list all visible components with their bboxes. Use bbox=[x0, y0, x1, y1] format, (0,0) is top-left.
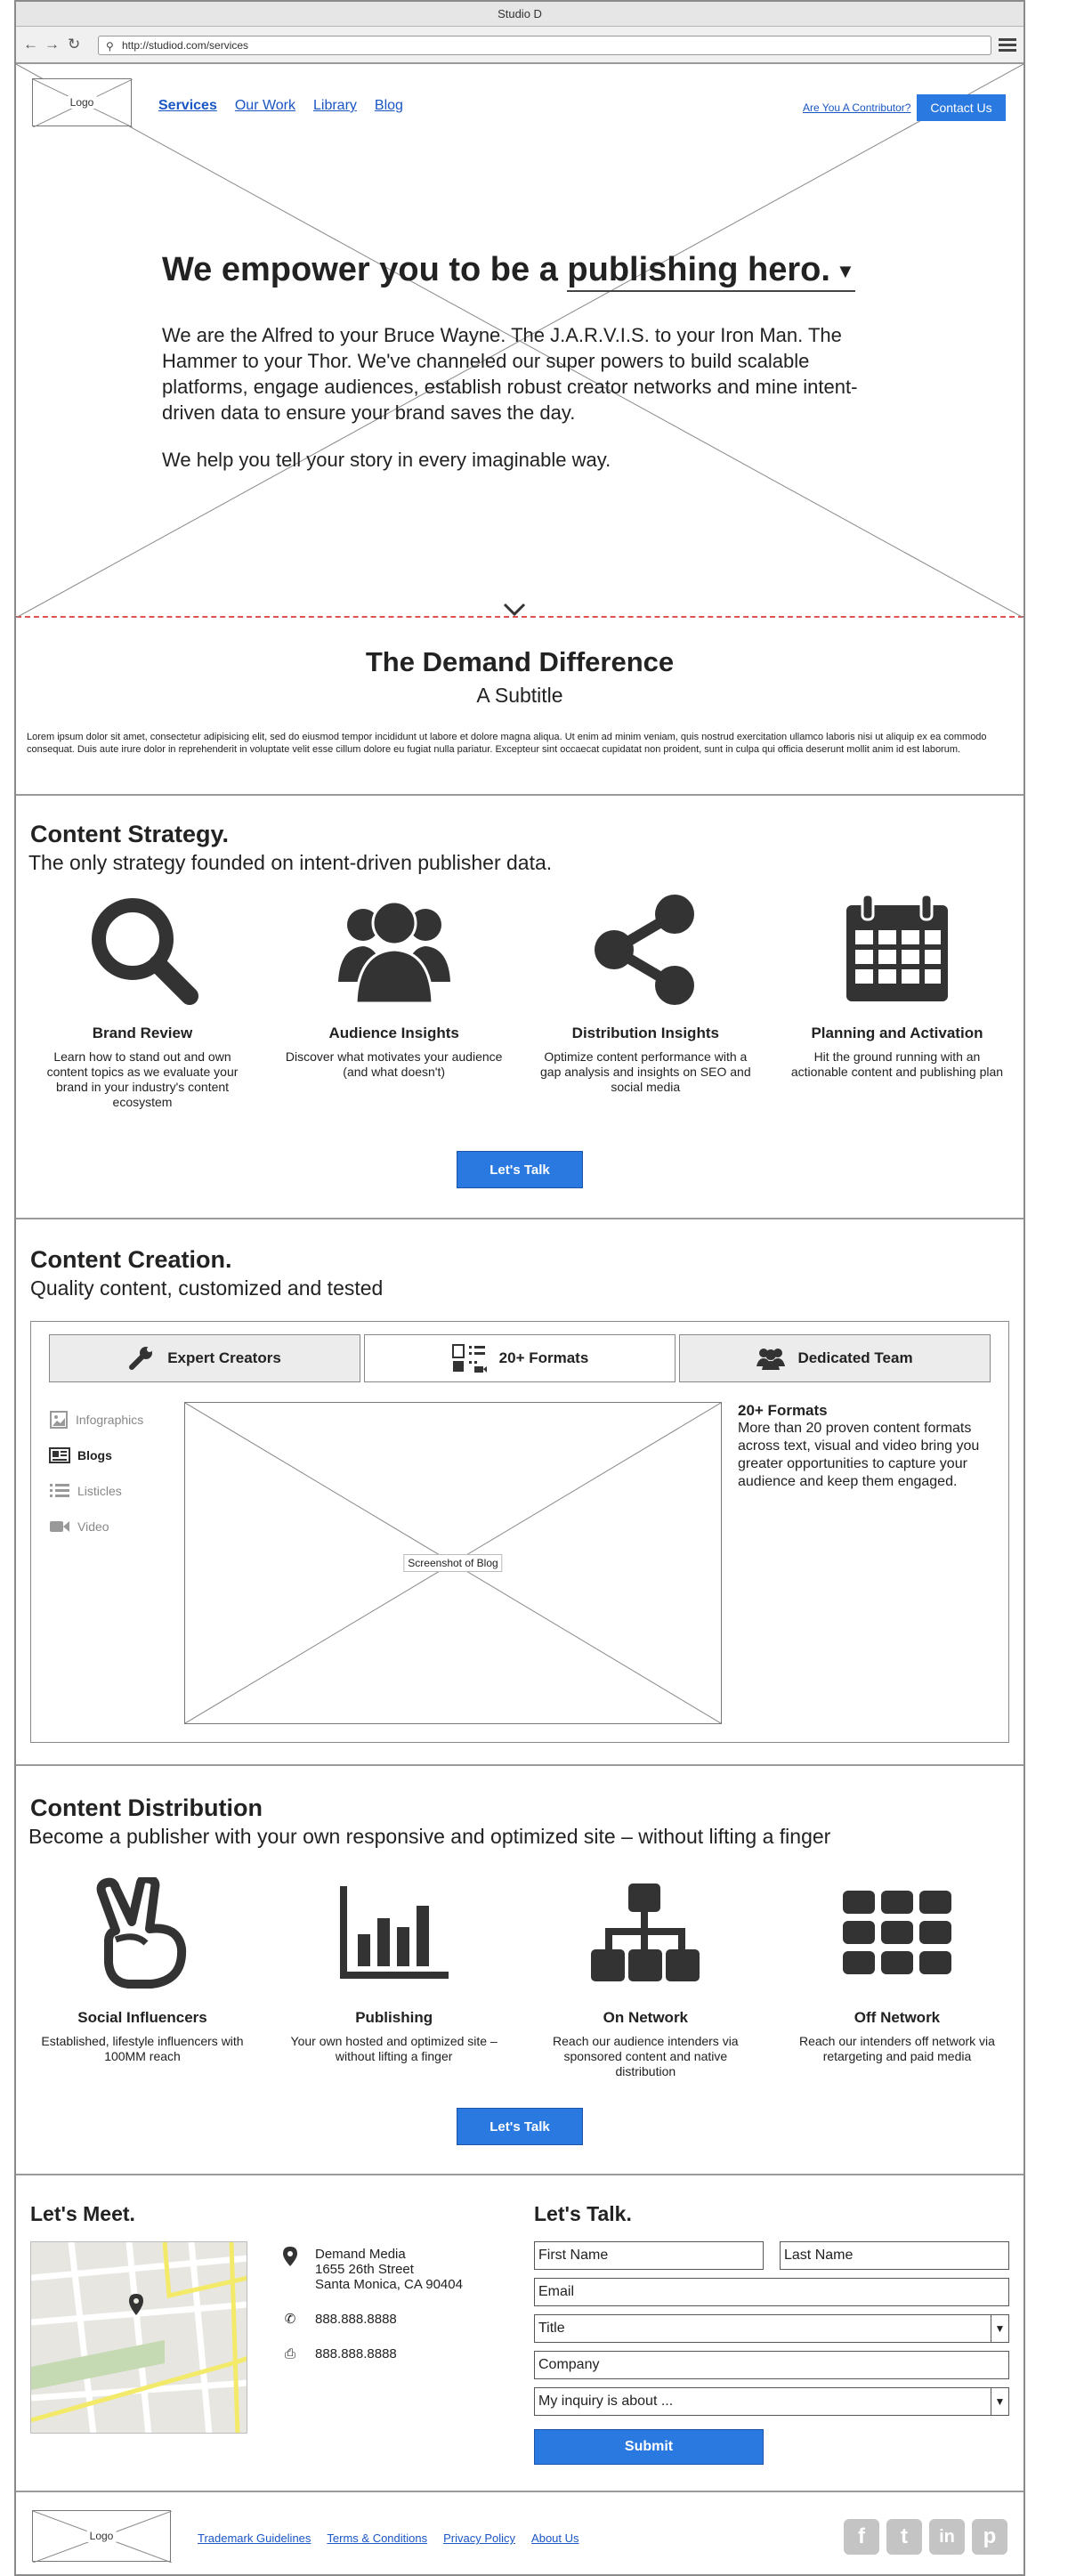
strategy-item: Brand Review Learn how to stand out and own content topics as we evaluate your brand in your industry's content ecosystem bbox=[28, 893, 256, 1110]
phone-icon: ✆ bbox=[284, 2312, 296, 2327]
lets-talk-button[interactable]: Let's Talk bbox=[457, 1151, 583, 1188]
nav-our-work[interactable]: Our Work bbox=[234, 98, 295, 113]
location-map[interactable] bbox=[30, 2241, 247, 2434]
format-video[interactable]: Video bbox=[49, 1509, 143, 1544]
submit-button[interactable]: Submit bbox=[534, 2429, 764, 2465]
share-icon bbox=[531, 893, 759, 1005]
blog-screenshot-placeholder bbox=[184, 1402, 722, 1724]
sitemap-icon bbox=[531, 1877, 759, 1989]
window-title: Studio D bbox=[16, 2, 1024, 27]
distribution-item: Publishing Your own hosted and optimized site – without lifting a finger bbox=[280, 1877, 508, 2079]
footer bbox=[16, 2491, 1024, 2576]
reload-icon[interactable]: ↻ bbox=[68, 36, 81, 53]
fax-icon: ⎙ bbox=[284, 2346, 295, 2361]
distribution-item: Social Influencers Established, lifestyle influencers with 100MM reach bbox=[28, 1877, 256, 2079]
linkedin-icon[interactable]: in bbox=[929, 2519, 965, 2555]
format-infographics[interactable]: Infographics bbox=[49, 1402, 143, 1438]
pinterest-icon[interactable]: p bbox=[972, 2519, 1007, 2555]
contact-section bbox=[16, 2175, 1024, 2491]
contact-form bbox=[534, 2241, 1009, 2465]
search-icon: ⚲ bbox=[106, 40, 114, 53]
contact-info bbox=[281, 2247, 463, 2381]
strategy-item: Audience Insights Discover what motivates your audience (and what doesn't) bbox=[280, 893, 508, 1110]
bar-chart-icon bbox=[280, 1877, 508, 1989]
creation-title: Content Creation. bbox=[30, 1246, 232, 1273]
footer-link-privacy[interactable]: Privacy Policy bbox=[443, 2531, 516, 2545]
footer-links bbox=[198, 2531, 595, 2545]
url-text: http://studiod.com/services bbox=[122, 39, 249, 52]
fax-number: 888.888.8888 bbox=[315, 2346, 397, 2361]
strategy-title: Content Strategy. bbox=[30, 821, 230, 847]
distribution-section bbox=[16, 1766, 1024, 2175]
distribution-item: Off Network Reach our intenders off network via retargeting and paid media bbox=[783, 1877, 1011, 2079]
contact-us-button[interactable]: Contact Us bbox=[917, 94, 1006, 121]
nav-services[interactable]: Services bbox=[158, 98, 217, 113]
browser-toolbar bbox=[16, 27, 1024, 64]
hero-section bbox=[16, 64, 1024, 618]
video-camera-icon bbox=[49, 1519, 70, 1535]
creation-tabs-panel bbox=[30, 1321, 1009, 1743]
caret-down-icon: ▼ bbox=[835, 259, 855, 282]
social-links bbox=[844, 2519, 1007, 2555]
back-arrow-icon[interactable]: ← bbox=[23, 36, 38, 53]
format-blogs[interactable]: Blogs bbox=[49, 1438, 143, 1473]
email-field[interactable]: Email bbox=[534, 2278, 1009, 2306]
twitter-icon[interactable]: t bbox=[886, 2519, 922, 2555]
team-icon bbox=[756, 1347, 785, 1370]
nav-blog[interactable]: Blog bbox=[374, 98, 403, 113]
phone-number[interactable]: 888.888.8888 bbox=[315, 2312, 397, 2327]
distribution-item: On Network Reach our audience intenders via sponsored content and native distribution bbox=[531, 1877, 759, 2079]
list-icon bbox=[49, 1482, 70, 1500]
footer-link-about[interactable]: About Us bbox=[531, 2531, 579, 2545]
map-pin-icon bbox=[281, 2247, 299, 2270]
tab-dedicated-team[interactable]: Dedicated Team bbox=[679, 1334, 991, 1382]
first-name-field[interactable]: First Name bbox=[534, 2241, 764, 2270]
screenshot-label: Screenshot of Blog bbox=[403, 1554, 502, 1572]
format-list bbox=[49, 1402, 143, 1544]
dropdown-arrow-icon: ▼ bbox=[991, 2388, 1008, 2415]
strategy-item: Planning and Activation Hit the ground running with an actionable content and publishing plan bbox=[783, 893, 1011, 1110]
strategy-subtitle: The only strategy founded on intent-driven publisher data. bbox=[28, 851, 553, 874]
tab-expert-creators[interactable]: Expert Creators bbox=[49, 1334, 360, 1382]
footer-link-terms[interactable]: Terms & Conditions bbox=[327, 2531, 428, 2545]
hero-body-2: We help you tell your story in every imaginable way. bbox=[162, 449, 611, 471]
forward-arrow-icon[interactable]: → bbox=[44, 36, 60, 53]
last-name-field[interactable]: Last Name bbox=[780, 2241, 1009, 2270]
search-icon bbox=[28, 893, 256, 1005]
grid-icon bbox=[783, 1877, 1011, 1989]
url-bar[interactable] bbox=[98, 36, 991, 55]
formats-icon bbox=[451, 1343, 487, 1373]
calendar-icon bbox=[783, 893, 1011, 1005]
distribution-title: Content Distribution bbox=[30, 1794, 263, 1821]
footer-logo[interactable]: Logo bbox=[32, 2510, 171, 2562]
demand-section bbox=[16, 618, 1024, 796]
chevron-down-icon[interactable] bbox=[502, 602, 527, 618]
users-icon bbox=[280, 893, 508, 1005]
inquiry-select[interactable]: My inquiry is about ... ▼ bbox=[534, 2387, 1009, 2416]
header-logo[interactable]: Logo bbox=[32, 78, 132, 126]
strategy-section bbox=[16, 796, 1024, 1219]
peace-hand-icon bbox=[28, 1877, 256, 1989]
format-description: 20+ Formats More than 20 proven content formats across text, visual and video bring you greater opportunities to capture your audience and keep them engaged. bbox=[738, 1402, 980, 1489]
newspaper-icon bbox=[49, 1446, 70, 1464]
main-nav bbox=[158, 98, 421, 114]
creation-subtitle: Quality content, customized and tested bbox=[30, 1276, 384, 1300]
company-field[interactable]: Company bbox=[534, 2351, 1009, 2379]
demand-subtitle: A Subtitle bbox=[476, 684, 563, 707]
demand-body: Lorem ipsum dolor sit amet, consectetur adipisicing elit, sed do eiusmod tempor incididunt ut labore et dolore magna aliqua. Ut enim ad minim veniam, quis nostrud exercitation ullamco laboris nisi ut aliquip ex ea commodo consequat. Duis aute irure dolor in reprehenderit in voluptate velit esse cillum dolore eu fugiat nulla pariatur. Excepteur sint occaecat cupidatat non proident, sunt in culpa qui officia deserunt mollit anim id est laborum. bbox=[27, 732, 987, 755]
menu-icon[interactable] bbox=[999, 36, 1016, 53]
strategy-item: Distribution Insights Optimize content performance with a gap analysis and insights on SEO and social media bbox=[531, 893, 759, 1110]
hero-title: We empower you to be a publishing hero. ▼ bbox=[162, 251, 855, 289]
wrench-icon bbox=[128, 1346, 155, 1371]
lets-talk-title: Let's Talk. bbox=[534, 2202, 632, 2225]
facebook-icon[interactable]: f bbox=[844, 2519, 879, 2555]
creation-section bbox=[16, 1219, 1024, 1766]
title-select[interactable]: Title ▼ bbox=[534, 2314, 1009, 2343]
browser-window bbox=[14, 0, 1025, 2576]
distribution-subtitle: Become a publisher with your own responsive and optimized site – without lifting a finger bbox=[28, 1825, 831, 1848]
tab-formats[interactable]: 20+ Formats bbox=[364, 1334, 676, 1382]
lets-talk-button[interactable]: Let's Talk bbox=[457, 2108, 583, 2145]
image-icon bbox=[49, 1410, 69, 1430]
hero-body: We are the Alfred to your Bruce Wayne. The J.A.R.V.I.S. to your Iron Man. The Hammer to your Thor. We've channeled our super powers to build scalable platforms, engage audiences, establish robust creator networks and mine intent-driven data to ensure your brand saves the day. bbox=[162, 324, 858, 424]
demand-title: The Demand Difference bbox=[365, 646, 675, 677]
contributor-link[interactable]: Are You A Contributor? bbox=[803, 101, 911, 114]
address: Demand Media 1655 26th Street Santa Monica, CA 90404 bbox=[315, 2247, 463, 2292]
lets-meet-title: Let's Meet. bbox=[30, 2202, 135, 2225]
footer-link-trademark[interactable]: Trademark Guidelines bbox=[198, 2531, 312, 2545]
dropdown-arrow-icon: ▼ bbox=[991, 2315, 1008, 2342]
hero-word-dropdown[interactable]: publishing hero. ▼ bbox=[567, 251, 854, 292]
format-listicles[interactable]: Listicles bbox=[49, 1473, 143, 1509]
nav-library[interactable]: Library bbox=[313, 98, 357, 113]
